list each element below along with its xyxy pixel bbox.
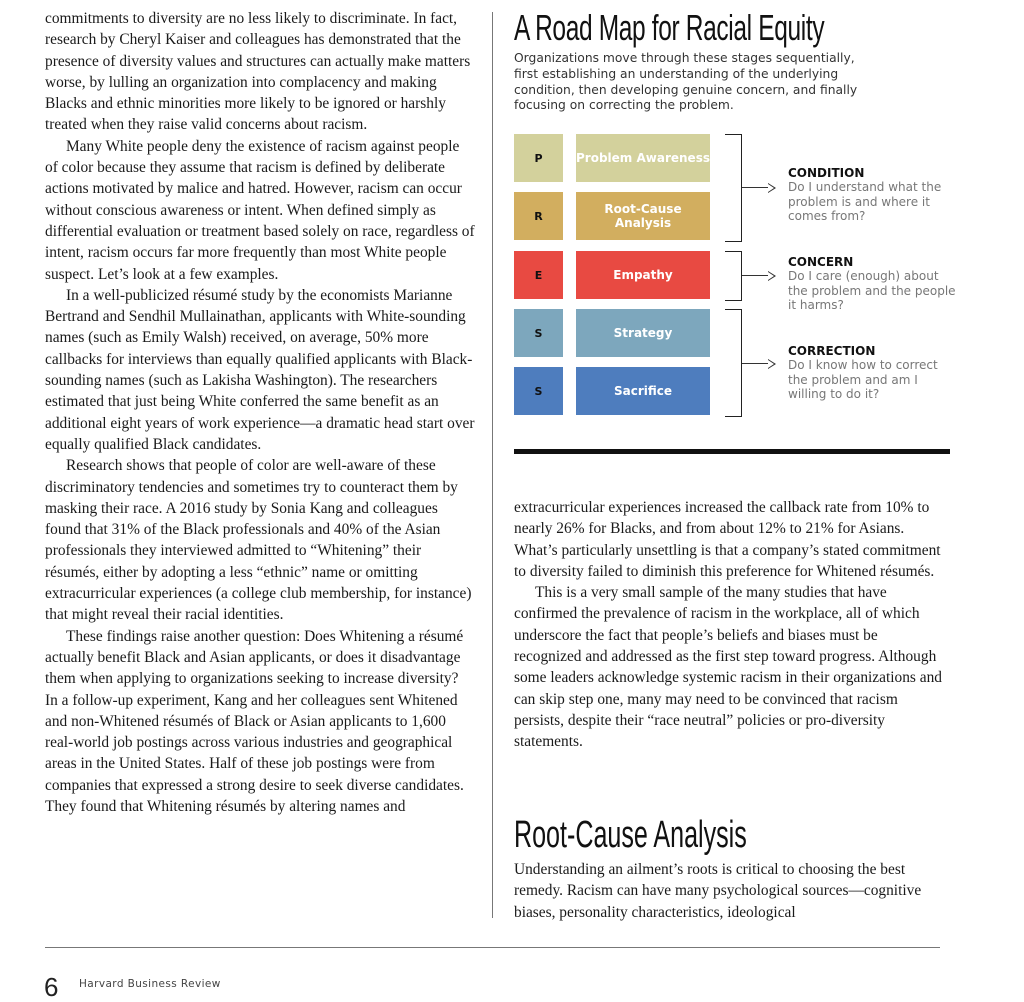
body-paragraph: Research shows that people of color are well-aware of these discriminatory tendencies and sometimes try to counteract them by masking their race. A 2016 study by Sonia Kang and colleagues found that 31% of the Black professionals and 40% of the Asian professionals they interviewed admitted to “Whitening” their résumés, either by adopting a less “ethnic” name or omitting extracurricular experiences (a college club membership, for instance) that might reveal their racial identities. — [45, 457, 472, 624]
column-divider — [492, 12, 493, 918]
sidebar-title: A Road Map for Racial Equity — [514, 7, 825, 48]
group-question: Do I care (enough) about the problem and the people it harms? — [788, 269, 956, 312]
footer-rule — [45, 947, 940, 948]
concern-arrow-head — [768, 271, 776, 281]
sidebar-roadmap — [514, 7, 956, 401]
correction-arrow — [742, 363, 768, 364]
stage-letter: R — [514, 192, 563, 240]
group-heading: CONDITION — [788, 166, 865, 180]
stage-diagram — [514, 134, 954, 434]
group-question: Do I understand what the problem is and where it comes from? — [788, 180, 942, 223]
correction-arrow-head — [768, 359, 776, 369]
section-heading: Root-Cause Analysis — [514, 814, 747, 856]
body-paragraph: Understanding an ailment’s roots is critical to choosing the best remedy. Racism can have many psychological sources—cognitive biases, personality characteristics, ideological — [514, 861, 922, 921]
stage-label: Sacrifice — [576, 367, 710, 415]
body-paragraph: These findings raise another question: Does Whitening a résumé actually benefit Black and Asian applicants, or does it disadvantage them when applying to organizations seeking to increase diversity? In a follow-up experiment, Kang and her colleagues sent Whitened and non-Whitened résumés of Black or Asian applicants to 1,600 real-world job postings across various industries and geographical areas in the United States. Half of these job postings were from companies that expressed a strong desire to seek diverse candidates. They found that Whitening résumés by altering names and — [45, 627, 464, 815]
body-paragraph: commitments to diversity are no less likely to discriminate. In fact, research by Cheryl Kaiser and colleagues has demonstrated that the presence of diversity values and structures can actually make matters worse, by lulling an organization into complacency and making Blacks and ethnic minorities more likely to be ignored or harshly treated when they raise valid concerns about racism. — [45, 10, 471, 134]
right-column — [514, 497, 946, 753]
concern-arrow — [742, 275, 768, 276]
body-paragraph: In a well-publicized résumé study by the economists Marianne Bertrand and Sendhil Mullainathan, applicants with White-sounding names (such as Emily Walsh) received, on average, 50% more callbacks for interviews than equally qualified applicants with Black-sounding names (such as Lakisha Washington). The researchers estimated that just being White conferred the same benefit as an additional eight years of work experience—a dramatic head start over equally qualified Black candidates. — [45, 286, 475, 453]
stage-letter: S — [514, 309, 563, 357]
stage-label: Strategy — [576, 309, 710, 357]
group-heading: CORRECTION — [788, 344, 876, 358]
group-heading: CONCERN — [788, 255, 854, 269]
page-number: 6 — [44, 972, 59, 1002]
sidebar-intro: Organizations move through these stages sequentially, first establishing an understanding of the underlying condition, then developing genuine concern, and finally focusing on correcting the problem. — [514, 51, 858, 113]
stage-letter: P — [514, 134, 563, 182]
correction-bracket — [725, 309, 742, 417]
group-question: Do I know how to correct the problem and am I willing to do it? — [788, 358, 938, 401]
correction-label — [788, 344, 958, 402]
condition-label — [788, 166, 958, 224]
body-paragraph: This is a very small sample of the many studies that have confirmed the prevalence of racism in the workplace, all of which underscore the fact that people’s beliefs and biases must be recognized and addressed as the first step toward progress. Although some leaders acknowledge systemic racism in their organizations and can skip step one, many may need to be convinced that racism persists, despite their “race neutral” policies or pro-diversity statements. — [514, 584, 942, 751]
publication-name: Harvard Business Review — [79, 978, 221, 990]
body-paragraph: Many White people deny the existence of racism against people of color because they assume that racism is defined by deliberate actions motivated by malice and hatred. However, racism can occur without conscious awareness or intent. When defined simply as differential evaluation or treatment based solely on race, regardless of intent, racism occurs far more frequently than most White people suspect. Let’s look at a few examples. — [45, 137, 475, 283]
left-column — [45, 8, 475, 817]
stage-letter: E — [514, 251, 563, 299]
body-paragraph: extracurricular experiences increased the callback rate from 10% to nearly 26% for Blacks, and from about 12% to 21% for Asians. What’s particularly unsettling is that a company’s stated commitment to diversity failed to diminish this preference for Whitened résumés. — [514, 499, 941, 580]
stage-label: Empathy — [576, 251, 710, 299]
section-body — [514, 859, 946, 923]
sidebar-bottom-rule — [514, 449, 950, 454]
condition-bracket — [725, 134, 742, 242]
concern-bracket — [725, 251, 742, 301]
condition-arrow — [742, 187, 768, 188]
condition-arrow-head — [768, 183, 776, 193]
stage-label: Problem Awareness — [576, 134, 710, 182]
stage-label: Root-Cause Analysis — [576, 192, 710, 240]
concern-label — [788, 255, 958, 313]
stage-letter: S — [514, 367, 563, 415]
